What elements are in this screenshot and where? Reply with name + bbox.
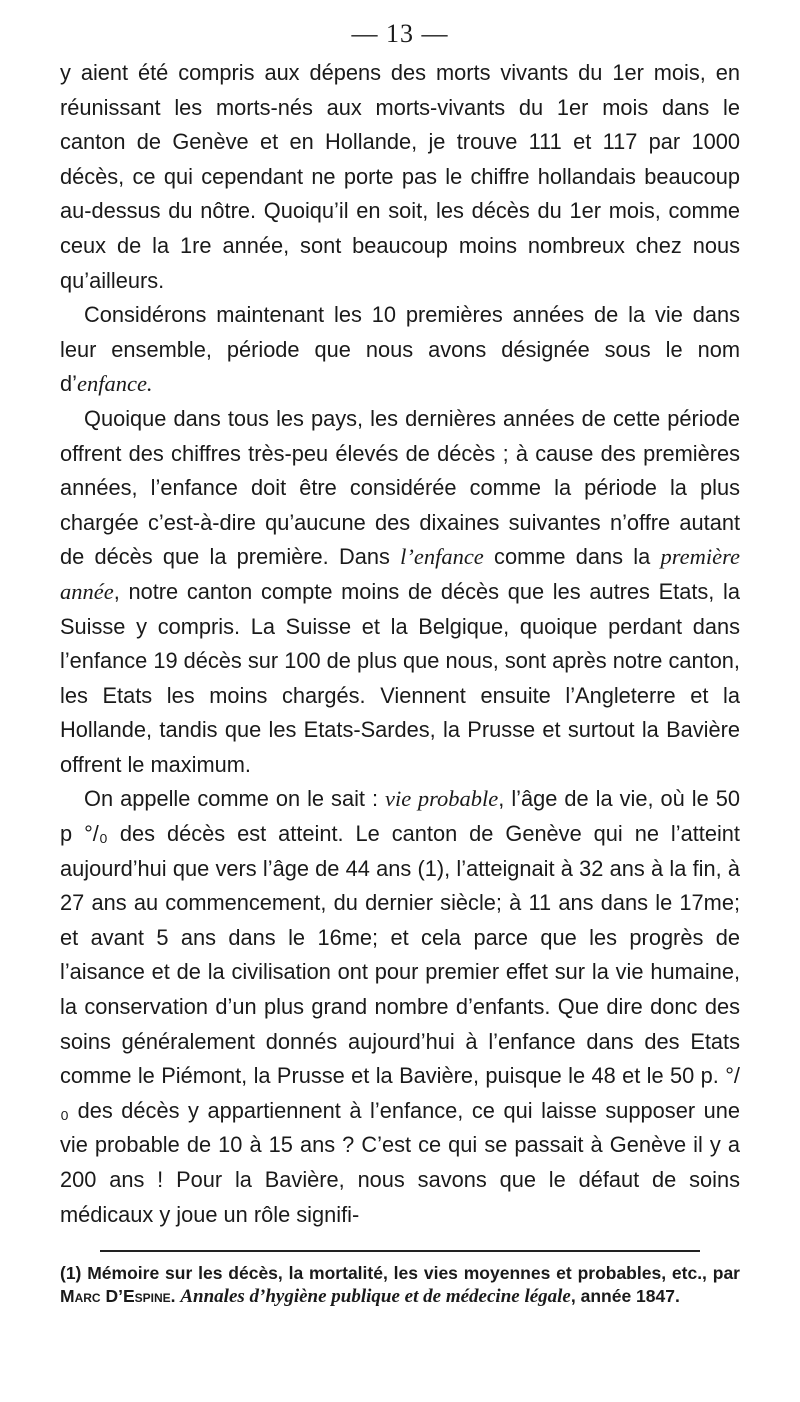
document-page <box>60 18 740 1308</box>
paragraph-3-text-c: , notre canton compte moins de décès que les autres Etats, la Suisse y compris. La Suisse et la Belgique, quoique perdant dans l’enfance 19 décès sur 100 de plus que nous, sont après notre canton, les Etats les moins chargés. Viennent ensuite l’Angleterre et la Hollande, tandis que les Etats-Sardes, la Prusse et surtout la Bavière offrent le maximum. <box>60 578 740 777</box>
paragraph-2-text: Considérons maintenant les 10 premières années de la vie dans leur ensemble, période que nous avons désignée sous le nom d’ <box>60 302 740 397</box>
footnote-divider <box>100 1250 700 1252</box>
paragraph-3-text-a: Quoique dans tous les pays, les dernières années de cette période offrent des chiffres très-peu élevés de décès ; à cause des premières années, l’enfance doit être considérée comme la période la plus chargée c’est-à-dire qu’aucune des dixaines suivantes n’offre autant de décès que la première. Dans <box>60 405 740 570</box>
paragraph-3-text-b: comme dans la <box>483 544 661 570</box>
paragraph-3-italic-lenfance: l’enfance <box>400 544 484 570</box>
paragraph-1-text: y aient été compris aux dépens des morts vivants du 1er mois, en réunissant les morts-nés aux morts-vivants du 1er mois dans le canton de Genève et en Hollande, je trouve 111 et 117 par 1000 décès, ce qui cependant ne porte pas le chiffre hollandais beaucoup au-dessus du nôtre. Quoiqu’il en soit, les décès du 1er mois, comme ceux de la 1re année, sont beaucoup moins nombreux chez nous qu’ailleurs. <box>60 60 740 293</box>
footnote-text-c: , année 1847. <box>570 1286 680 1307</box>
paragraph-4-text-a: On appelle comme on le sait : <box>84 786 386 812</box>
body-text <box>60 56 740 1232</box>
footnote-author: Marc D’Espine <box>60 1286 171 1307</box>
footnote <box>60 1262 740 1308</box>
paragraph-2-italic-enfance: enfance. <box>76 371 153 397</box>
footnote-text-a: (1) Mémoire sur les décès, la mortalité, les vies moyennes et probables, etc., par <box>60 1263 740 1284</box>
paragraph-4-text-b: , l’âge de la vie, où le 50 p °/₀ des décès est atteint. Le canton de Genève qui ne l’atteint aujourd’hui que vers l’âge de 44 ans (1), l’atteignait à 32 ans à la fin, à 27 ans au commencement, du dernier siècle; à 11 ans dans le 17me; et avant 5 ans dans le 16me; et cela parce que les progrès de l’aisance et de la civilisation ont pour premier effet sur la vie humaine, la conservation d’un plus grand nombre d’enfants. Que dire donc des soins généralement donnés aujourd’hui à l’enfance dans des Etats comme le Piémont, la Prusse et la Bavière, puisque le 48 et le 50 p. °/₀ des décès y appartiennent à l’enfance, ce qui laisse supposer une vie probable de 10 à 15 ans ? C’est ce qui se passait à Genève il y a 200 ans ! Pour la Bavière, nous savons que le défaut de soins médicaux y joue un rôle signifi- <box>60 786 740 1227</box>
paragraph-4-italic-vie-probable: vie probable <box>385 786 499 812</box>
footnote-text-b: . <box>170 1286 181 1307</box>
page-number: — 13 — <box>351 19 449 48</box>
paragraph-1 <box>60 56 740 298</box>
paragraph-4 <box>60 782 740 1232</box>
paragraph-2 <box>60 298 740 402</box>
footnote-journal-title: Annales d’hygiène publique et de médecine légale <box>180 1286 571 1308</box>
paragraph-3-italic-premiere-annee: première année <box>60 544 740 604</box>
paragraph-3 <box>60 402 740 783</box>
